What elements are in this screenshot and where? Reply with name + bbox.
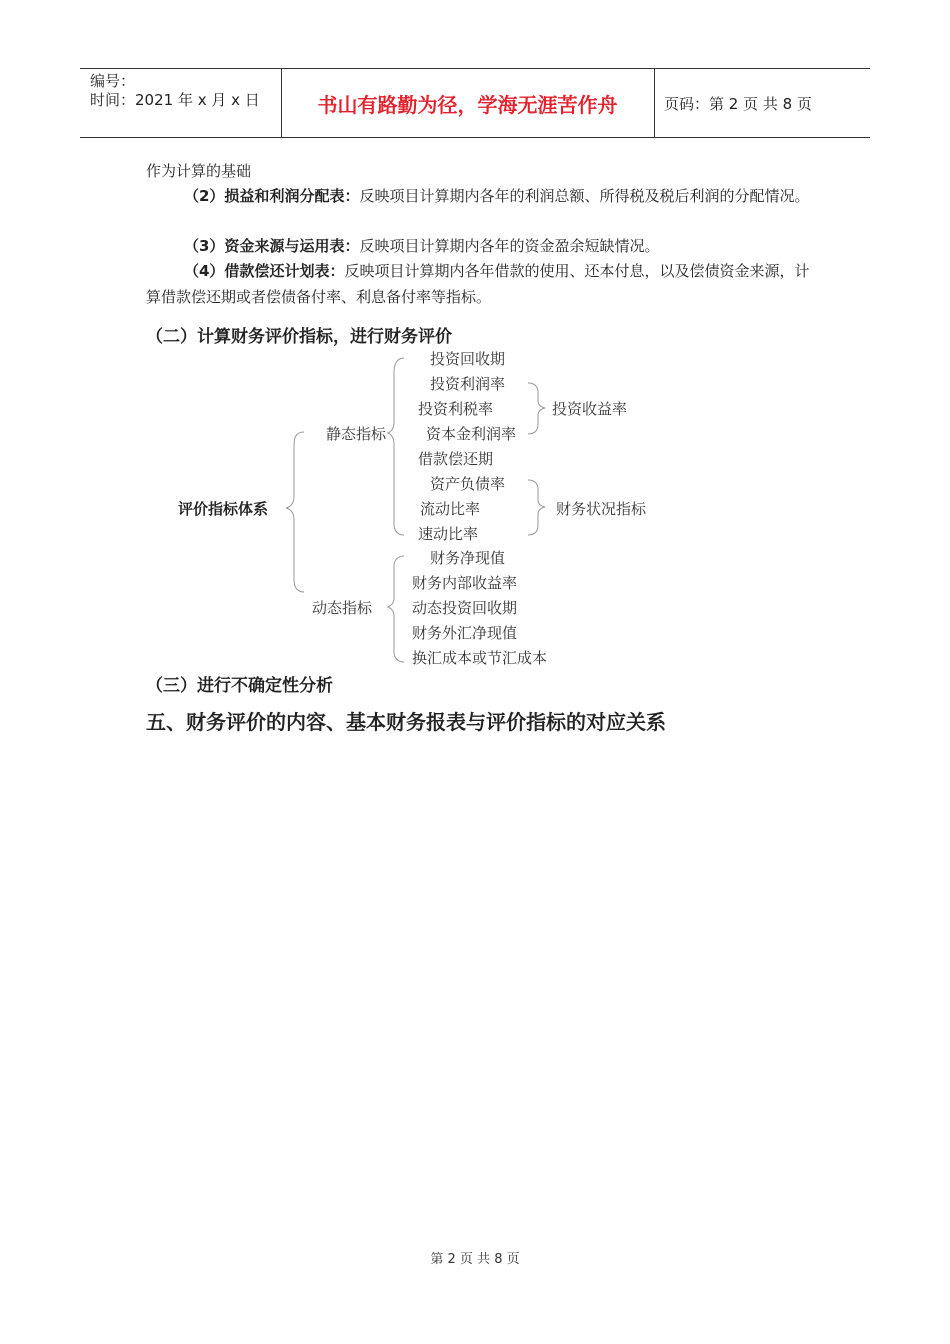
section-title: （三）进行不确定性分析 [146,676,333,696]
tree-group-label: 财务状况指标 [556,500,647,518]
tree-item: 财务内部收益率 [412,574,518,592]
dynamic-brace [388,556,404,662]
page-footer: 第 2 页 共 8 页 [430,1252,520,1267]
section-title: （二）计算财务评价指标，进行财务评价 [146,327,452,347]
tree-item: 借款偿还期 [418,450,494,468]
tree-item: 资产负债率 [430,475,506,493]
document-date: 时间：2021 年 x 月 x 日 [90,91,260,109]
tree-item: 流动比率 [420,500,481,518]
return-group-brace [528,383,545,434]
document-number-label: 编号： [90,72,136,90]
tree-item: 换汇成本或节汇成本 [412,649,548,667]
tree-dynamic-label: 动态指标 [312,599,373,617]
tree-item: 速动比率 [418,525,479,543]
paragraph-title: （3）资金来源与运用表： [184,237,360,255]
chapter-heading: 五、财务评价的内容、基本财务报表与评价指标的对应关系 [146,710,666,734]
paragraph-text: 反映项目计算期内各年借款的使用、还本付息，以及偿债资金来源，计算借款偿还期或者偿债备付率、利息备付率等指标。 [146,262,810,306]
header-motto: 书山有路勤为径，学海无涯苦作舟 [317,92,618,117]
tree-item: 投资利润率 [430,375,506,393]
tree-item: 资本金利润率 [426,425,517,443]
tree-item: 财务外汇净现值 [412,624,518,642]
paragraph-title: （4）借款偿还计划表： [184,262,345,280]
root-brace [286,432,304,592]
tree-root: 评价指标体系 [178,500,269,518]
body-line: 作为计算的基础 [146,162,252,180]
tree-static-label: 静态指标 [326,425,387,443]
tree-item: 财务净现值 [430,549,506,567]
header-page-info: 页码：第 2 页 共 8 页 [664,95,812,113]
tree-item: 投资利税率 [418,400,494,418]
tree-item: 动态投资回收期 [412,599,518,617]
condition-group-brace [528,480,545,535]
paragraph-text: 反映项目计算期内各年的资金盈余短缺情况。 [359,237,660,255]
paragraph-text: 反映项目计算期内各年的利润总额、所得税及税后利润的分配情况。 [359,187,810,205]
tree-item: 投资回收期 [430,350,506,368]
static-brace [388,358,404,535]
tree-group-label: 投资收益率 [552,400,628,418]
paragraph-title: （2）损益和利润分配表： [184,187,360,205]
